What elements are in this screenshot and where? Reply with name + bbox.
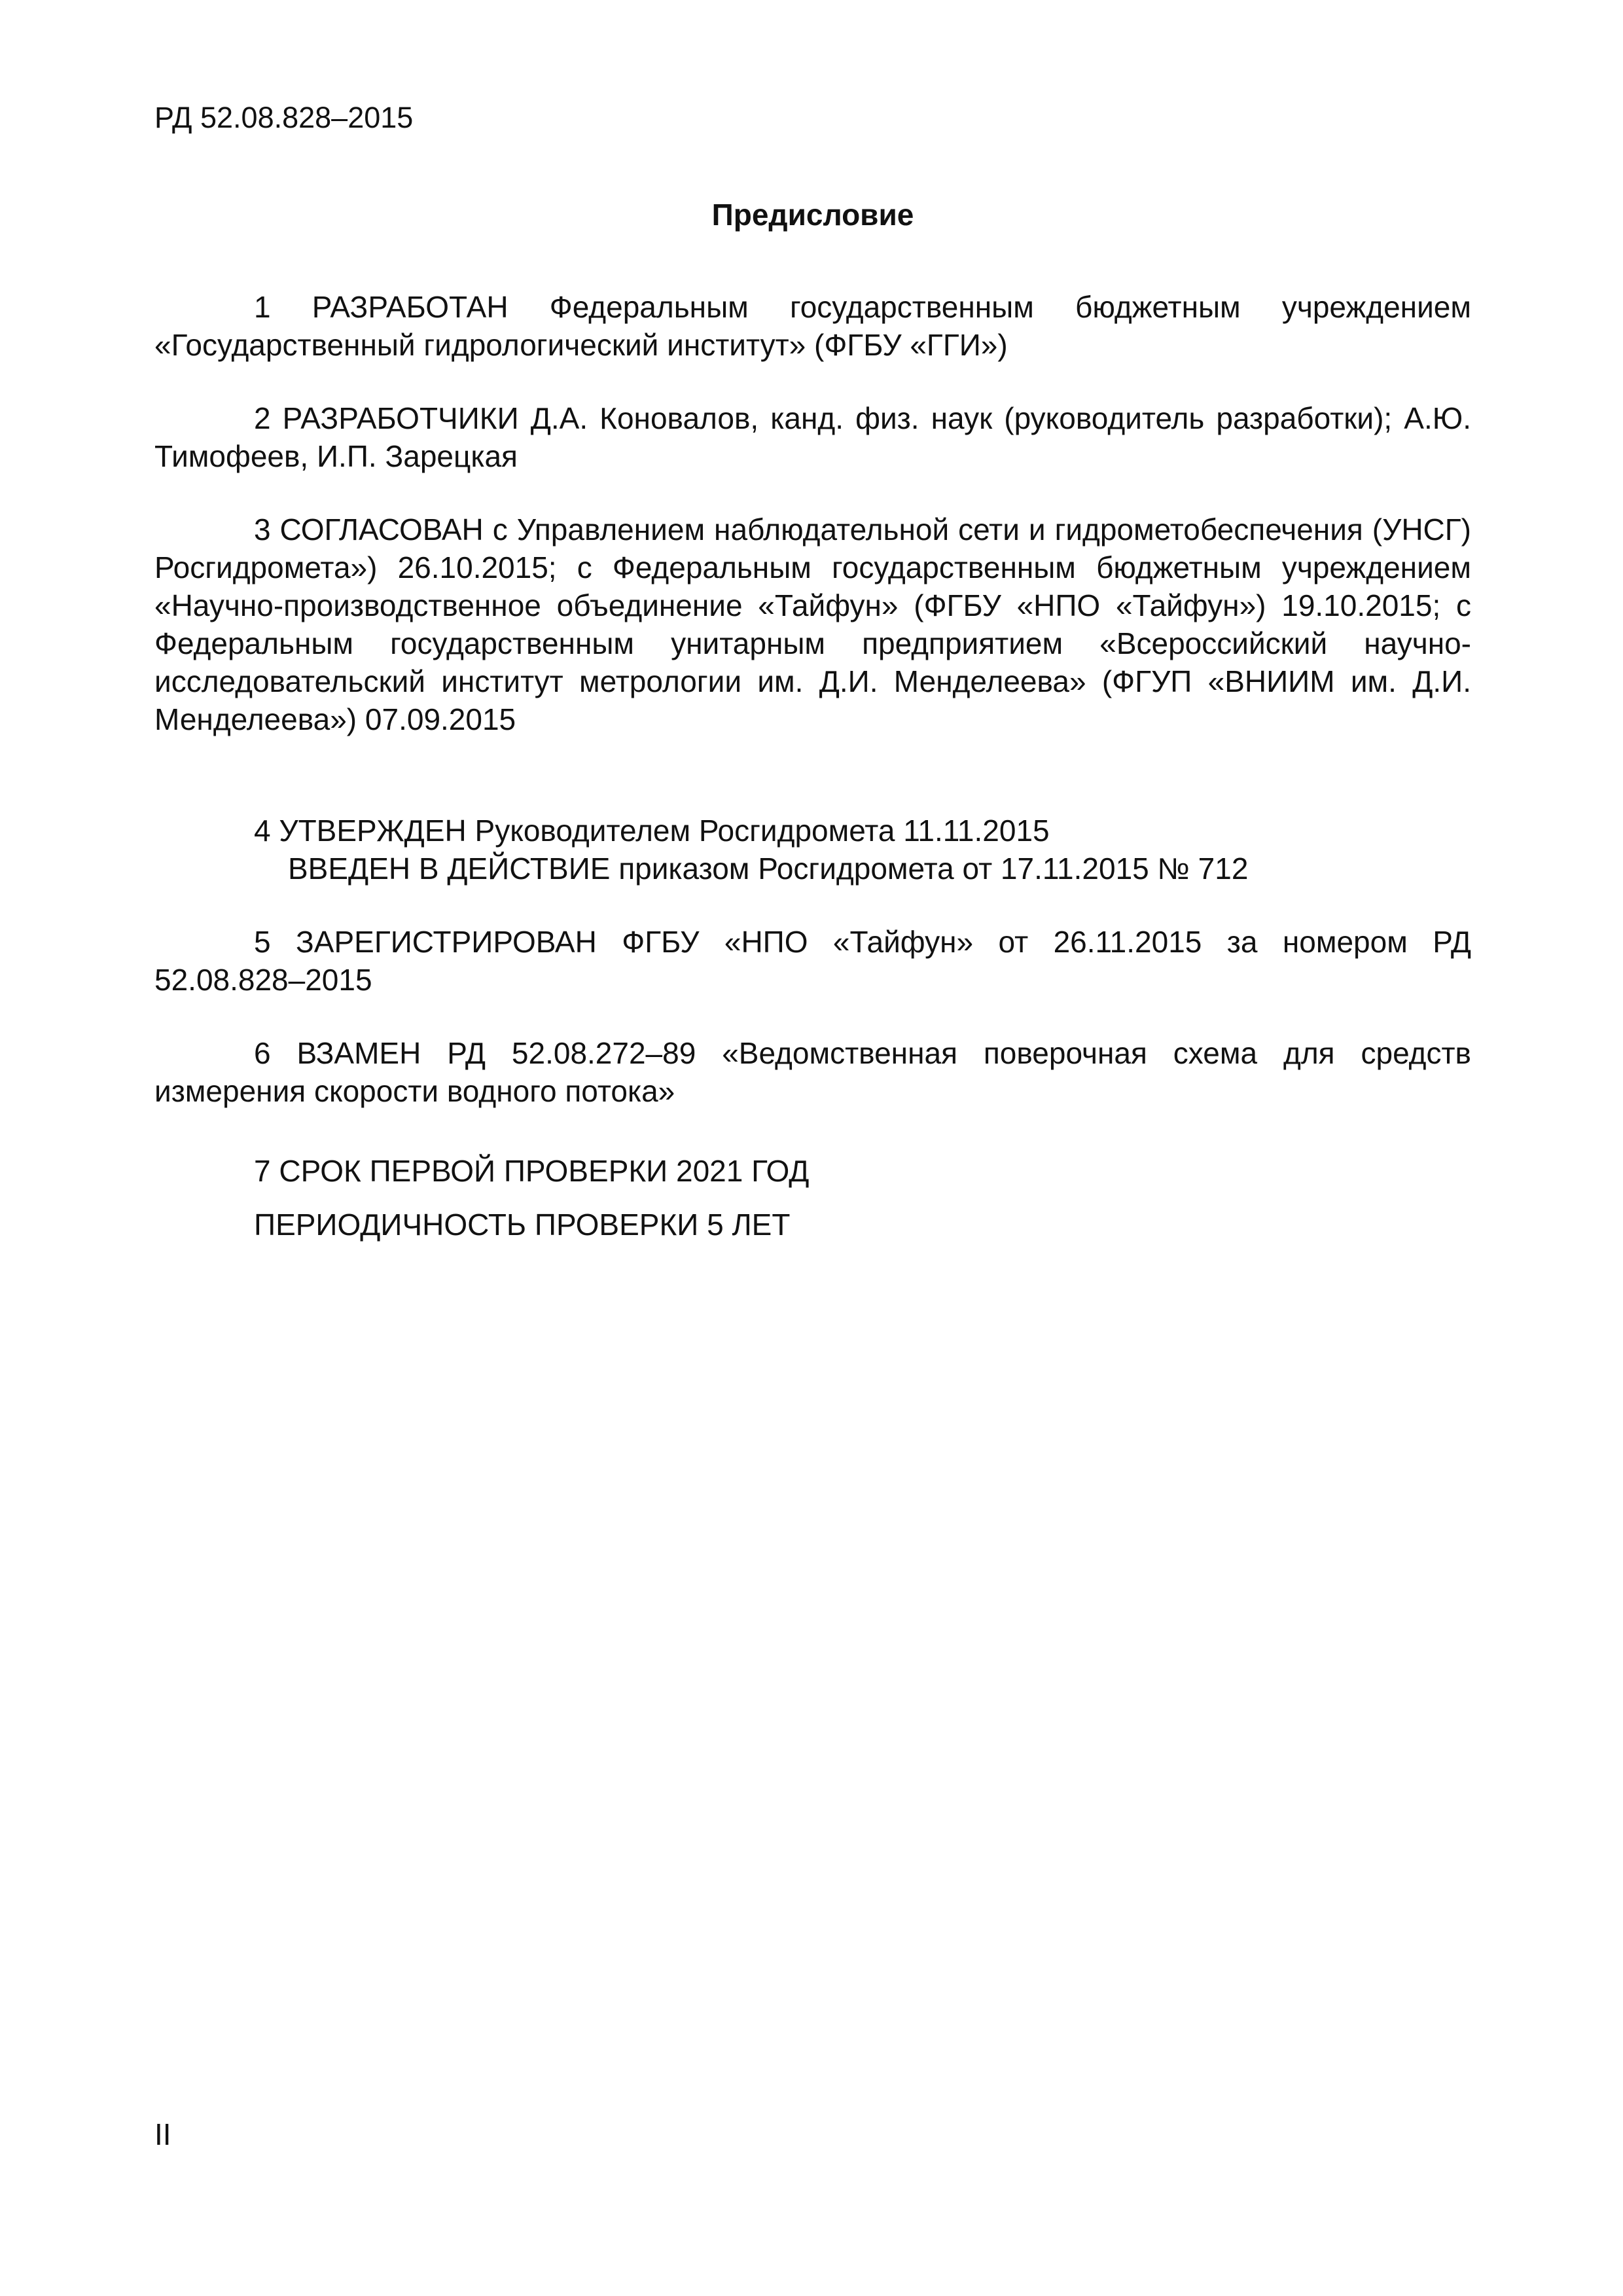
foreword-item-5: 5 ЗАРЕГИСТРИРОВАН ФГБУ «НПО «Тайфун» от 26.11.2015 за номером РД 52.08.828–2015 xyxy=(154,925,1471,997)
page-number: II xyxy=(154,2117,171,2151)
foreword-item-6: 6 ВЗАМЕН РД 52.08.272–89 «Ведомственная поверочная схема для средств измерения скорости водного потока» xyxy=(154,1036,1471,1108)
foreword-item-3: 3 СОГЛАСОВАН с Управлением наблюдательной сети и гидрометобеспечения (УНСГ) Росгидромета») 26.10.2015; с Федеральным государственным бюджетным учреждением «Научно-производственное объединение «Тайфун» (ФГБУ «НПО «Тайфун») 19.10.2015; с Федеральным государственным унитарным предприятием «Всероссийский научно-исследовательский институт метрологии им. Д.И. Менделеева» (ФГУП «ВНИИМ им. Д.И. Менделеева») 07.09.2015 xyxy=(154,512,1471,736)
page-title: Предисловие xyxy=(711,198,914,232)
foreword-item-7-periodicity: ПЕРИОДИЧНОСТЬ ПРОВЕРКИ 5 ЛЕТ xyxy=(254,1208,791,1242)
foreword-item-7-first-review: 7 СРОК ПЕРВОЙ ПРОВЕРКИ 2021 ГОД xyxy=(254,1154,810,1188)
foreword-item-2: 2 РАЗРАБОТЧИКИ Д.А. Коновалов, канд. физ. наук (руководитель разработки); А.Ю. Тимофеев, И.П. Зарецкая xyxy=(154,401,1471,473)
foreword-item-4-enacted: ВВЕДЕН В ДЕЙСТВИЕ приказом Росгидромета от 17.11.2015 № 712 xyxy=(288,852,1249,886)
foreword-item-1: 1 РАЗРАБОТАН Федеральным государственным бюджетным учреждением «Государственный гидрологический институт» (ФГБУ «ГГИ») xyxy=(154,290,1471,362)
document-code-header: РД 52.08.828–2015 xyxy=(154,101,414,134)
foreword-item-4-approved: 4 УТВЕРЖДЕН Руководителем Росгидромета 11.11.2015 xyxy=(254,814,1050,848)
